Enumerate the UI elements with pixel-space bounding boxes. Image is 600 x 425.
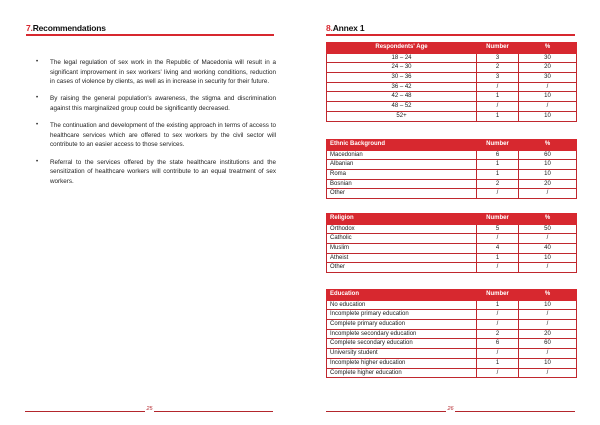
column-header-percent: % <box>519 43 577 54</box>
cell-category: 52+ <box>327 111 477 121</box>
cell-number: / <box>477 189 519 199</box>
cell-category: University student <box>327 349 477 359</box>
cell-number: 1 <box>477 92 519 102</box>
cell-number: 2 <box>477 179 519 189</box>
table-row <box>327 73 577 83</box>
cell-percent: 10 <box>519 358 577 368</box>
column-header-category: Religion <box>327 214 477 225</box>
cell-category: Other <box>327 189 477 199</box>
cell-category: 48 – 52 <box>327 102 477 112</box>
column-header-number: Number <box>477 214 519 225</box>
cell-category: Muslim <box>327 244 477 254</box>
table-row <box>327 263 577 273</box>
cell-category: Other <box>327 263 477 273</box>
cell-percent: / <box>519 349 577 359</box>
section-title: Annex 1 <box>332 23 365 33</box>
section-heading-recommendations <box>26 23 106 33</box>
table-religion <box>326 213 577 273</box>
column-header-number: Number <box>477 290 519 301</box>
cell-category: Complete secondary education <box>327 339 477 349</box>
cell-number: / <box>477 102 519 112</box>
table-row <box>327 234 577 244</box>
table-row <box>327 92 577 102</box>
cell-number: 1 <box>477 358 519 368</box>
cell-percent: 50 <box>519 224 577 234</box>
section-title: Recommendations <box>32 23 106 33</box>
cell-number: / <box>477 349 519 359</box>
table-row <box>327 253 577 263</box>
cell-number: 6 <box>477 339 519 349</box>
cell-percent: 10 <box>519 92 577 102</box>
cell-category: Roma <box>327 170 477 180</box>
table-row <box>327 339 577 349</box>
cell-percent: 60 <box>519 150 577 160</box>
table-row <box>327 53 577 63</box>
cell-category: 42 – 48 <box>327 92 477 102</box>
table-row <box>327 224 577 234</box>
cell-category: Incomplete primary education <box>327 310 477 320</box>
table-row <box>327 170 577 180</box>
column-header-number: Number <box>477 140 519 151</box>
cell-number: / <box>477 310 519 320</box>
cell-category: Albanian <box>327 160 477 170</box>
cell-percent: / <box>519 234 577 244</box>
cell-number: 6 <box>477 150 519 160</box>
cell-number: / <box>477 82 519 92</box>
recommendation-item <box>36 94 276 113</box>
heading-rule <box>326 34 575 36</box>
cell-category: 18 – 24 <box>327 53 477 63</box>
bullet-icon: • <box>36 158 39 165</box>
table-row <box>327 368 577 378</box>
column-header-percent: % <box>519 290 577 301</box>
cell-category: Complete primary education <box>327 320 477 330</box>
page-number: 26 <box>447 406 454 412</box>
table-row <box>327 358 577 368</box>
cell-percent: / <box>519 102 577 112</box>
cell-percent: / <box>519 320 577 330</box>
cell-category: Bosnian <box>327 179 477 189</box>
cell-category: No education <box>327 300 477 310</box>
table-row <box>327 160 577 170</box>
cell-number: 3 <box>477 53 519 63</box>
cell-percent: 20 <box>519 329 577 339</box>
cell-percent: 20 <box>519 179 577 189</box>
section-number: 8. <box>326 23 333 33</box>
cell-percent: / <box>519 189 577 199</box>
cell-category: Incomplete secondary education <box>327 329 477 339</box>
cell-percent: 10 <box>519 111 577 121</box>
table-header-row <box>327 214 577 225</box>
column-header-percent: % <box>519 140 577 151</box>
column-header-percent: % <box>519 214 577 225</box>
cell-number: / <box>477 234 519 244</box>
cell-number: / <box>477 368 519 378</box>
section-heading-annex <box>326 23 364 33</box>
cell-number: / <box>477 320 519 330</box>
cell-number: / <box>477 263 519 273</box>
table-row <box>327 150 577 160</box>
table-respondents-age <box>326 42 577 122</box>
cell-number: 1 <box>477 300 519 310</box>
table-header-row <box>327 290 577 301</box>
cell-percent: 30 <box>519 53 577 63</box>
cell-category: Orthodox <box>327 224 477 234</box>
cell-number: 2 <box>477 329 519 339</box>
cell-category: 30 – 36 <box>327 73 477 83</box>
recommendation-text: The continuation and development of the existing approach in terms of access to healthcare services which are offered to sex workers by the civil sector will contribute to an easier access to those services. <box>50 122 276 149</box>
table-row <box>327 189 577 199</box>
table-row <box>327 63 577 73</box>
cell-number: 3 <box>477 73 519 83</box>
bullet-icon: • <box>36 122 39 129</box>
recommendation-item <box>36 58 276 87</box>
recommendation-text: By raising the general population's awareness, the stigma and discrimination against this marginalized group could be significantly decreased. <box>50 95 276 112</box>
column-header-number: Number <box>477 43 519 54</box>
table-row <box>327 320 577 330</box>
bullet-icon: • <box>36 59 39 65</box>
column-header-category: Ethnic Background <box>327 140 477 151</box>
table-row <box>327 179 577 189</box>
cell-number: 5 <box>477 224 519 234</box>
recommendation-item <box>36 158 276 187</box>
table-ethnic-background <box>326 139 577 199</box>
bullet-icon: • <box>36 95 39 102</box>
table-row <box>327 300 577 310</box>
column-header-category: Respondents' Age <box>327 43 477 54</box>
cell-percent: 10 <box>519 170 577 180</box>
cell-category: 24 – 30 <box>327 63 477 73</box>
cell-category: 36 – 42 <box>327 82 477 92</box>
cell-category: Atheist <box>327 253 477 263</box>
cell-category: Complete higher education <box>327 368 477 378</box>
cell-number: 4 <box>477 244 519 254</box>
cell-percent: / <box>519 263 577 273</box>
cell-percent: 40 <box>519 244 577 254</box>
cell-category: Catholic <box>327 234 477 244</box>
cell-number: 2 <box>477 63 519 73</box>
page-number: 25 <box>146 406 153 412</box>
cell-percent: 60 <box>519 339 577 349</box>
table-row <box>327 244 577 254</box>
cell-percent: / <box>519 82 577 92</box>
table-row <box>327 111 577 121</box>
table-row <box>327 349 577 359</box>
recommendation-item <box>36 121 276 150</box>
recommendation-text: The legal regulation of sex work in the Republic of Macedonia will result in a significant improvement in sex workers' living and working conditions, reduction in cases of violence by clients, as well as in increase in security for their future. <box>50 59 276 86</box>
table-education <box>326 289 577 378</box>
recommendation-text: Referral to the services offered by the state healthcare institutions and the sensitization of healthcare workers will contribute to an equal treatment of sex workers. <box>50 158 276 185</box>
cell-percent: 10 <box>519 160 577 170</box>
table-header-row <box>327 140 577 151</box>
cell-percent: 10 <box>519 300 577 310</box>
cell-category: Macedonian <box>327 150 477 160</box>
table-row <box>327 329 577 339</box>
cell-number: 1 <box>477 253 519 263</box>
cell-percent: 10 <box>519 253 577 263</box>
cell-category: Incomplete higher education <box>327 358 477 368</box>
table-header-row <box>327 43 577 54</box>
section-number: 7. <box>26 23 33 33</box>
table-row <box>327 102 577 112</box>
recommendations-list <box>36 58 276 194</box>
cell-number: 1 <box>477 160 519 170</box>
table-row <box>327 310 577 320</box>
cell-number: 1 <box>477 111 519 121</box>
cell-percent: / <box>519 310 577 320</box>
heading-rule <box>26 34 274 36</box>
column-header-category: Education <box>327 290 477 301</box>
cell-number: 1 <box>477 170 519 180</box>
cell-percent: 30 <box>519 73 577 83</box>
cell-percent: / <box>519 368 577 378</box>
cell-percent: 20 <box>519 63 577 73</box>
table-row <box>327 82 577 92</box>
